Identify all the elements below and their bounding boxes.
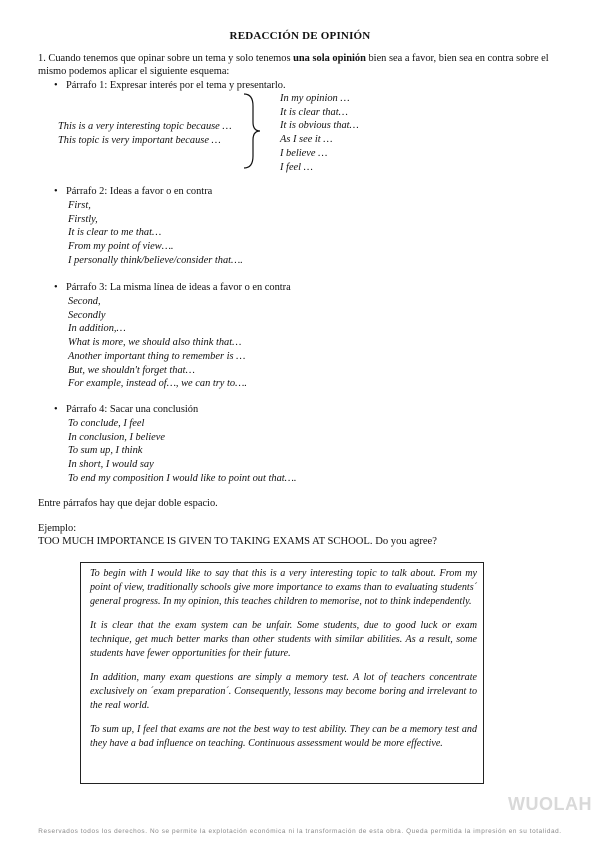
list-item: To conclude, I feel <box>68 418 145 429</box>
page-title: REDACCIÓN DE OPINIÓN <box>229 30 371 42</box>
list-item: For example, instead of…, we can try to…. <box>68 378 247 390</box>
p2-list <box>68 199 243 268</box>
p3-heading: • Párrafo 3: La misma línea de ideas a favor o en contra <box>55 282 291 293</box>
example-essay-box <box>80 562 484 784</box>
list-item: I personally think/believe/consider that…. <box>68 254 243 266</box>
example-label: Ejemplo: <box>38 523 77 534</box>
list-item: To sum up, I think <box>68 445 143 457</box>
list-item: But, we shouldn't forget that… <box>68 364 195 376</box>
p1-right-list <box>280 92 359 174</box>
list-item: I feel … <box>280 161 313 173</box>
example-question: TOO MUCH IMPORTANCE IS GIVEN TO TAKING EXAMS AT SCHOOL. Do you agree? <box>38 536 437 547</box>
list-item: As I see it … <box>280 134 333 146</box>
list-item: Second, <box>68 296 101 307</box>
essay-paragraph: In addition, many exam questions are simply a memory test. A lot of teachers concentrate exclusively on ´exam preparation´. Consequently, lessons may become boring and irrelevant to the real world. <box>90 672 477 711</box>
list-item: What is more, we should also think that… <box>68 337 242 349</box>
list-item: I believe … <box>280 147 328 159</box>
p1-heading: • Párrafo 1: Expresar interés por el tema y presentarlo. <box>55 80 286 91</box>
essay-paragraph: To sum up, I feel that exams are not the best way to test ability. They can be a memory test and they have a bad influence on teaching. Continuous assessment would be more effective. <box>90 724 477 749</box>
p4-list <box>68 417 297 486</box>
essay-paragraph: It is clear that the exam system can be unfair. Some students, due to good luck or exam technique, get much better marks than other students with similar abilities. As a result, some students have fewer opportunities for their future. <box>90 620 477 659</box>
intro-text: 1. Cuando tenemos que opinar sobre un tema y solo tenemos una sola opinión bien sea a favor, bien sea en contra sobre el mismo podemos aplicar el siguiente esquema: <box>38 53 549 77</box>
list-item: It is clear to me that… <box>68 227 162 239</box>
list-item: This topic is very important because … <box>58 134 221 146</box>
intro-emphasis: una sola opinión <box>293 53 366 64</box>
watermark-logo: WUOLAH <box>508 794 592 814</box>
curly-brace-icon <box>240 92 262 170</box>
essay-paragraph: To begin with I would like to say that this is a very interesting topic to talk about. From my point of view, traditionally schools give more importance to exams than to evaluating students´ general progress. In my opinion, this teaches children to memorise, not to think independently. <box>90 568 477 607</box>
list-item: Another important thing to remember is … <box>68 350 246 362</box>
list-item: In short, I would say <box>68 459 154 471</box>
footer-copyright: Reservados todos los derechos. No se permite la explotación económica ni la transformación de esta obra. Queda permitida la impresión en su totalidad. <box>38 828 562 835</box>
list-item: First, <box>68 200 91 211</box>
list-item: In conclusion, I believe <box>68 431 165 443</box>
list-item: Firstly, <box>68 213 98 225</box>
list-item: To end my composition I would like to point out that…. <box>68 472 297 484</box>
list-item: Secondly <box>68 309 106 321</box>
list-item: In my opinion … <box>280 93 350 104</box>
list-item: This is a very interesting topic because … <box>58 121 232 132</box>
list-item: From my point of view…. <box>68 241 174 253</box>
list-item: It is clear that… <box>280 106 348 118</box>
list-item: It is obvious that… <box>280 120 359 132</box>
p4-heading: • Párrafo 4: Sacar una conclusión <box>55 404 198 415</box>
spacing-note: Entre párrafos hay que dejar doble espacio. <box>38 498 218 509</box>
list-item: In addition,… <box>68 323 126 335</box>
p2-heading: • Párrafo 2: Ideas a favor o en contra <box>55 186 212 197</box>
p1-left-list <box>58 120 232 147</box>
p3-list <box>68 295 247 391</box>
